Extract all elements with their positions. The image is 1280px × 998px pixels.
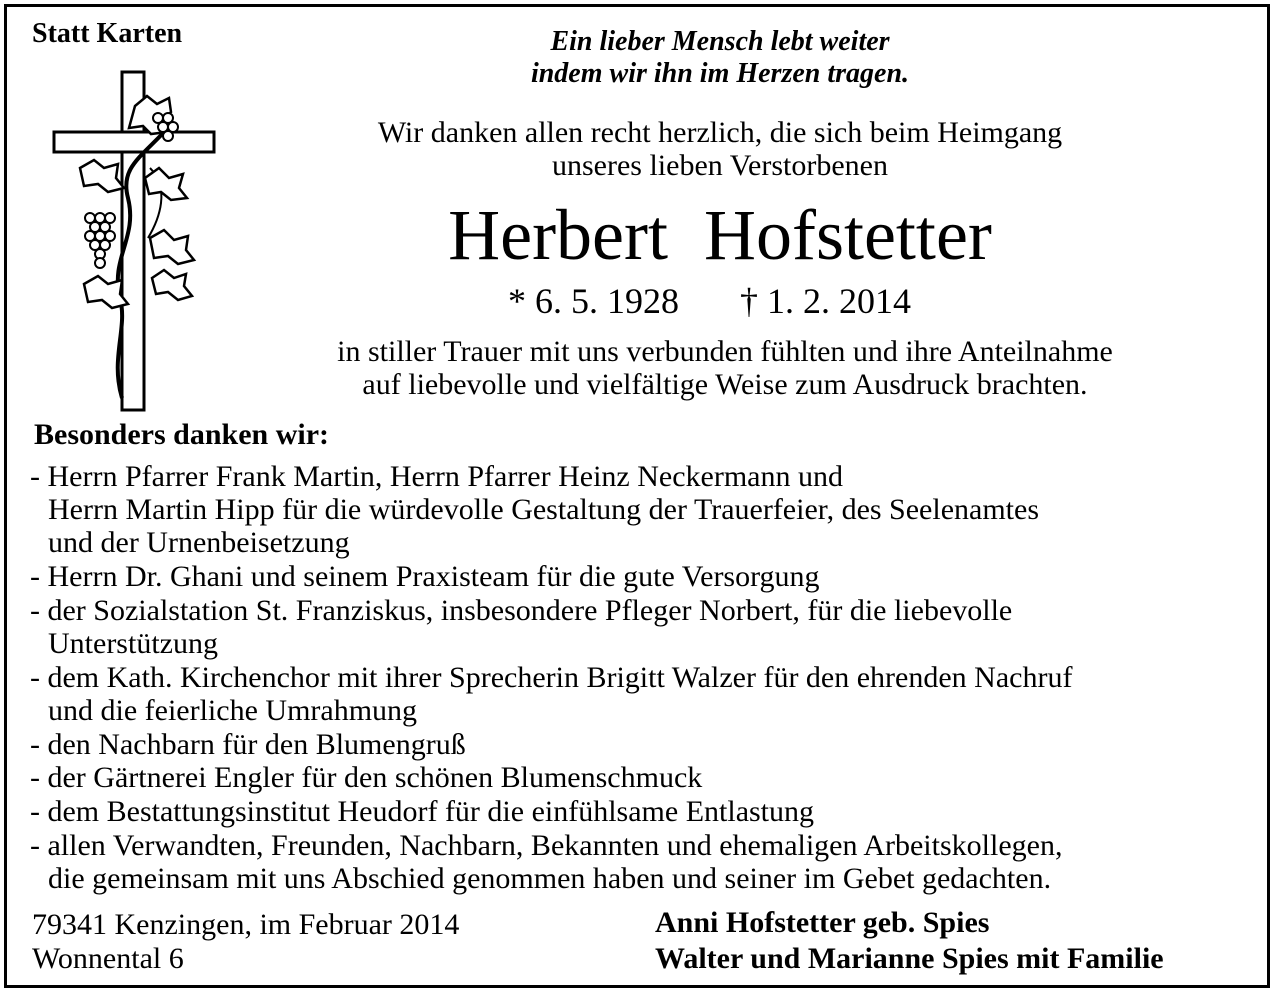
list-item: Herrn Martin Hipp für die würdevolle Gestaltung der Trauerfeier, des Seelenamtes xyxy=(48,493,1039,526)
intro-line-1: Wir danken allen recht herzlich, die sich beim Heimgang xyxy=(377,116,1063,149)
sympathy-line-1: in stiller Trauer mit uns verbunden fühlten und ihre Anteilnahme xyxy=(337,335,1113,368)
list-item: - allen Verwandten, Freunden, Nachbarn, Bekannten und ehemaligen Arbeitskollegen, xyxy=(30,829,1063,862)
list-item: - Herrn Pfarrer Frank Martin, Herrn Pfarrer Heinz Neckermann und xyxy=(30,460,843,493)
list-item: Unterstützung xyxy=(48,627,218,660)
list-item: - der Gärtnerei Engler für den schönen Blumenschmuck xyxy=(30,761,703,794)
sympathy-line-2: auf liebevolle und vielfältige Weise zum Ausdruck brachten. xyxy=(362,368,1088,401)
motto-line-1: Ein lieber Mensch lebt weiter xyxy=(550,26,890,57)
list-item: - den Nachbarn für den Blumengruß xyxy=(30,728,466,761)
sympathy-text xyxy=(270,335,1180,401)
list-item: - dem Bestattungsinstitut Heudorf für die einfühlsame Entlastung xyxy=(30,795,815,828)
intro-line-2: unseres lieben Verstorbenen xyxy=(551,149,888,182)
deceased-name: Herbert Hofstetter xyxy=(448,195,992,275)
list-item: und der Urnenbeisetzung xyxy=(48,526,350,559)
list-item: - der Sozialstation St. Franziskus, insbesondere Pfleger Norbert, für die liebevolle xyxy=(30,594,1013,627)
list-item: - Herrn Dr. Ghani und seinem Praxisteam für die gute Versorgung xyxy=(30,560,820,593)
list-item: - dem Kath. Kirchenchor mit ihrer Sprecherin Brigitt Walzer für den ehrenden Nachruf xyxy=(30,661,1073,694)
cross-with-grapevine-icon xyxy=(50,68,220,413)
place-date: 79341 Kenzingen, im Februar 2014 xyxy=(32,908,460,941)
family-line-2: Walter und Marianne Spies mit Familie xyxy=(655,942,1164,975)
death-date: † 1. 2. 2014 xyxy=(740,281,911,321)
motto xyxy=(420,26,1020,90)
intro-text xyxy=(300,116,1140,182)
street-address: Wonnental 6 xyxy=(32,942,184,975)
list-item: die gemeinsam mit uns Abschied genommen haben und seiner im Gebet gedachten. xyxy=(48,862,1052,895)
statt-karten-label: Statt Karten xyxy=(32,18,183,49)
motto-line-2: indem wir ihn im Herzen tragen. xyxy=(530,58,910,89)
thanks-heading: Besonders danken wir: xyxy=(34,418,330,451)
birth-date: * 6. 5. 1928 xyxy=(508,281,679,321)
list-item: und die feierliche Umrahmung xyxy=(48,694,418,727)
family-line-1: Anni Hofstetter geb. Spies xyxy=(655,906,990,939)
